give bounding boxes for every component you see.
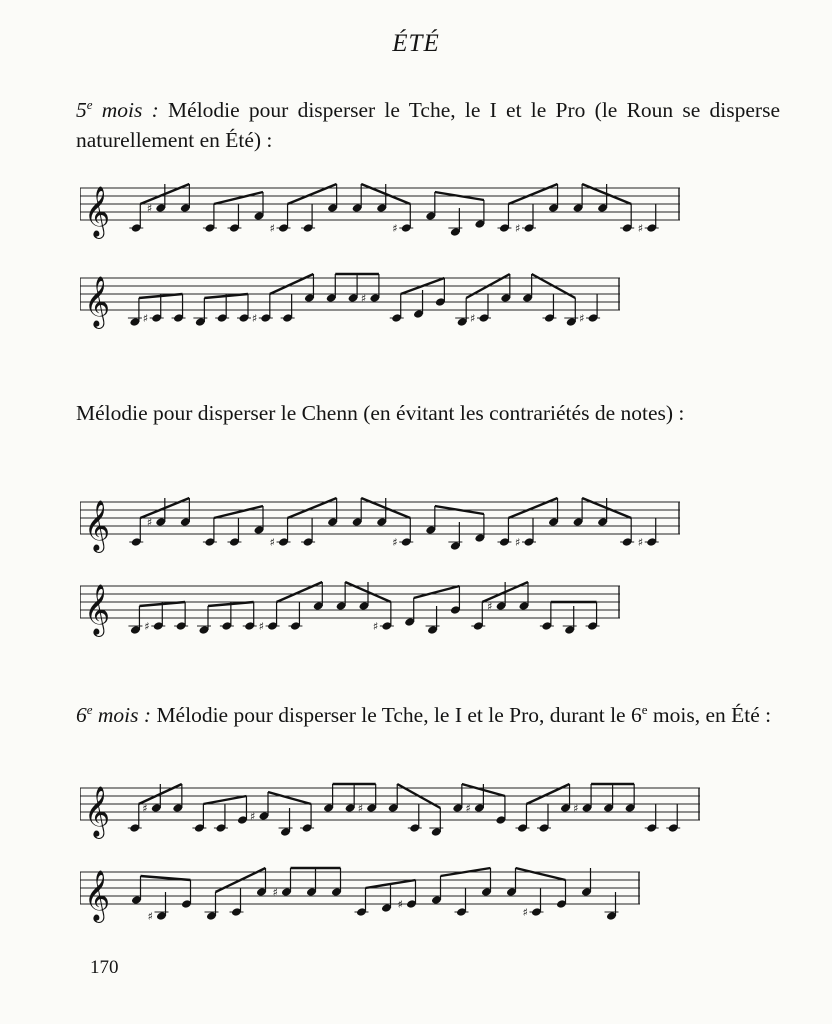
music-staff-4: [80, 566, 680, 646]
sharp-sign: ♯: [144, 620, 150, 633]
sharp-sign: ♯: [579, 312, 585, 325]
sharp-sign: ♯: [573, 802, 579, 815]
section-2-paragraph: [76, 398, 780, 428]
sharp-sign: ♯: [357, 802, 364, 815]
section-1-heading: 5e mois :: [76, 96, 159, 122]
sharp-sign: ♯: [637, 536, 644, 549]
sharp-sign: ♯: [522, 906, 528, 919]
sharp-sign: ♯: [250, 810, 256, 823]
treble-clef: 𝄞: [84, 584, 111, 635]
section-1-text: Mélodie pour disperser le Tche, le I et le Pro (le Roun se disperse naturellement en Été) :: [76, 98, 781, 152]
music-staff-6: [80, 852, 680, 932]
sharp-sign: ♯: [251, 312, 258, 325]
note-beam: [516, 868, 566, 880]
section-3-heading: 6e mois :: [76, 701, 152, 727]
page-header: ÉTÉ: [392, 30, 440, 57]
staff-svg: [80, 482, 680, 562]
note-beam: [268, 792, 311, 804]
note-beam: [214, 506, 263, 518]
note-beam: [277, 582, 323, 602]
note-beam: [288, 498, 337, 518]
sharp-sign: ♯: [146, 516, 153, 529]
treble-clef: 𝄞: [84, 186, 111, 237]
note-beam: [414, 586, 460, 598]
music-staff-2: [80, 258, 680, 338]
sharp-sign: ♯: [392, 536, 398, 549]
note-beam: [288, 184, 337, 204]
staff-svg: [80, 258, 620, 338]
sharp-sign: ♯: [147, 910, 153, 923]
treble-clef: 𝄞: [84, 500, 111, 551]
sharp-sign: ♯: [360, 292, 367, 305]
sharp-sign: ♯: [269, 222, 275, 235]
sharp-sign: ♯: [515, 222, 521, 235]
staff-svg: [80, 566, 620, 646]
sharp-sign: ♯: [515, 536, 521, 549]
sharp-sign: ♯: [465, 802, 471, 815]
sharp-sign: ♯: [272, 886, 278, 899]
treble-clef: 𝄞: [84, 786, 111, 837]
note-beam: [203, 796, 246, 804]
music-staff-1: [80, 168, 680, 248]
sharp-sign: ♯: [258, 620, 264, 633]
music-staff-3: [80, 482, 680, 562]
page-number: 170: [90, 957, 119, 978]
sharp-sign: ♯: [470, 312, 476, 325]
note-beam: [214, 192, 263, 204]
note-beam: [270, 274, 314, 294]
section-3-paragraph: [76, 700, 780, 730]
note-beam: [526, 784, 569, 804]
note-beam: [141, 876, 191, 880]
section-2-text: Mélodie pour disperser le Chenn (en évitant les contrariétés de notes) :: [76, 401, 685, 425]
sharp-sign: ♯: [637, 222, 644, 235]
sharp-sign: ♯: [372, 620, 379, 633]
sharp-sign: ♯: [269, 536, 275, 549]
note-beam: [508, 184, 557, 204]
sharp-sign: ♯: [142, 802, 148, 815]
staff-svg: [80, 168, 680, 248]
section-1-paragraph: [76, 95, 780, 155]
sharp-sign: ♯: [397, 898, 403, 911]
staff-svg: [80, 768, 700, 848]
sharp-sign: ♯: [392, 222, 398, 235]
sharp-sign: ♯: [142, 312, 149, 325]
sharp-sign: ♯: [146, 202, 153, 215]
music-staff-5: [80, 768, 680, 848]
note-beam: [508, 498, 557, 518]
staff-svg: [80, 852, 640, 932]
sharp-sign: ♯: [487, 600, 493, 613]
treble-clef: 𝄞: [84, 870, 111, 921]
section-3-text: Mélodie pour disperser le Tche, le I et le Pro, durant le 6e mois, en Été :: [156, 701, 772, 727]
treble-clef: 𝄞: [84, 276, 111, 327]
